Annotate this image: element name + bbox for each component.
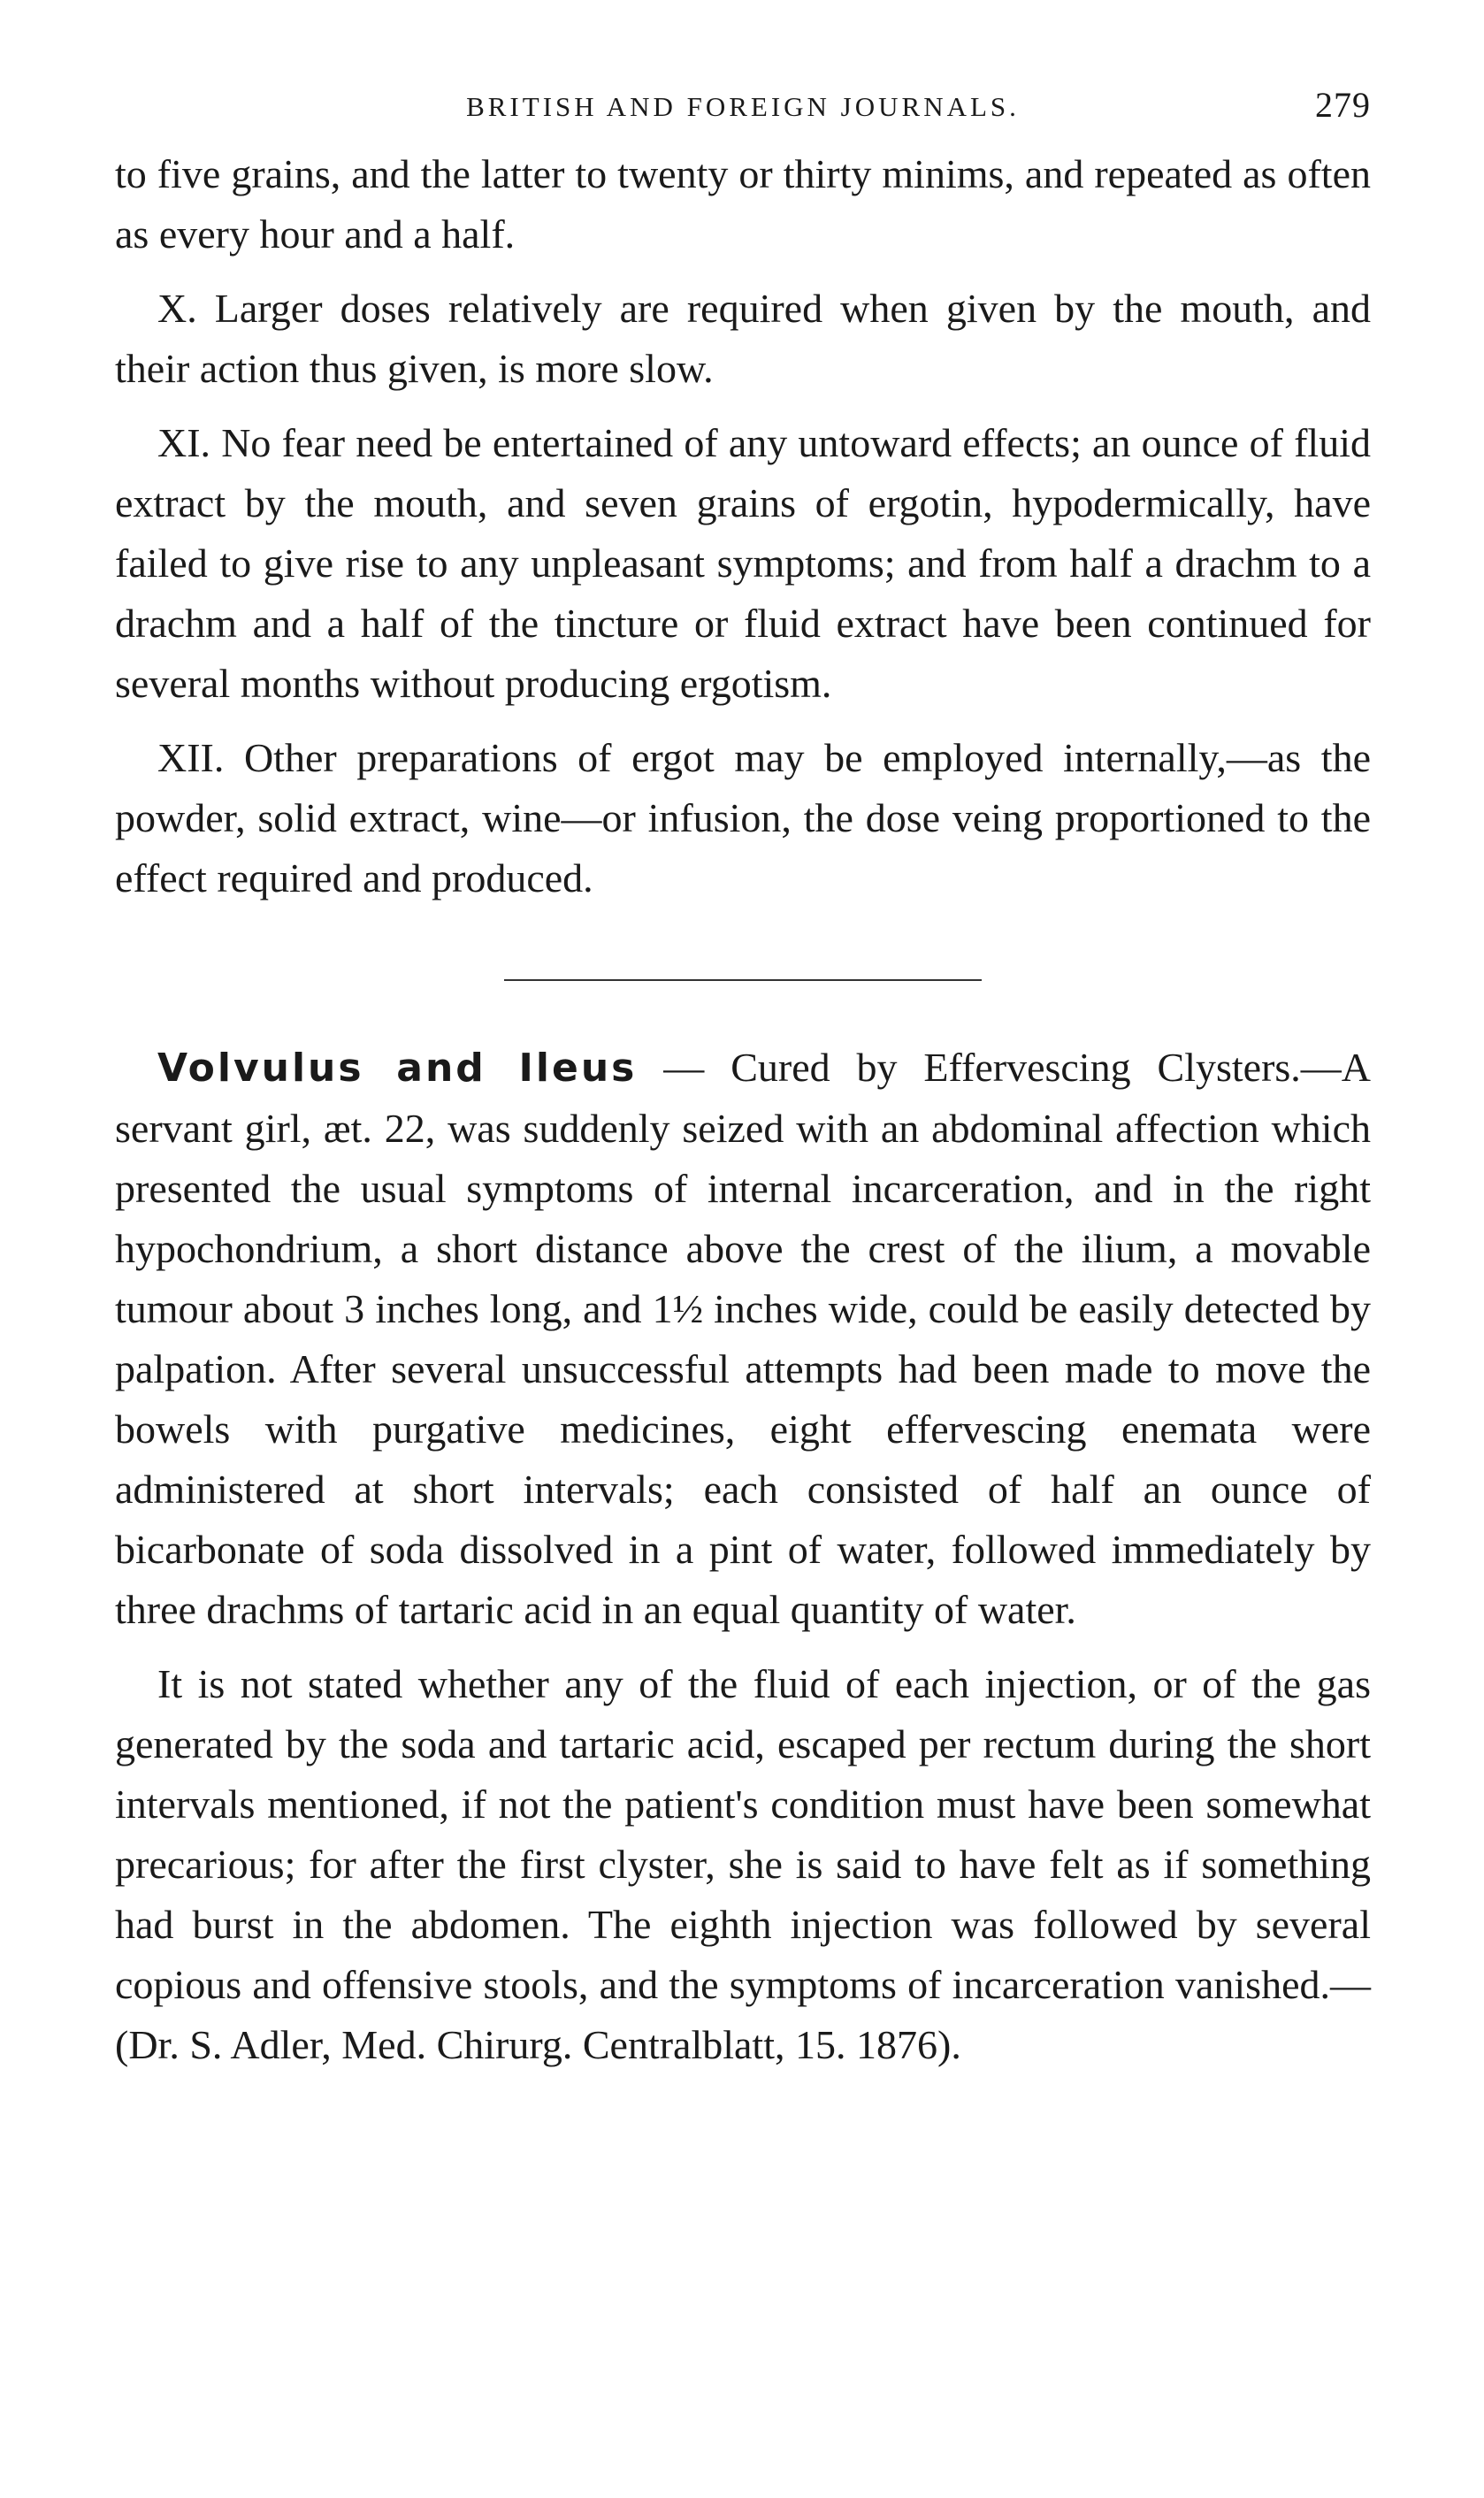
page-number: 279	[1315, 85, 1371, 125]
paragraph-xi: XI. No fear need be entertained of any untoward effects; an ounce of fluid extract by the mouth, and seven grains of ergotin, hypodermically, have failed to give rise to any unpleasant symptoms; and from half a drachm to a drachm and a half of the tincture or fluid extract have been continued for several months without producing ergotism.	[115, 420, 1371, 706]
article-heading: Volvulus and Ileus	[157, 1046, 638, 1091]
article-body-1: — Cured by Effervescing Clysters.—A servant girl, æt. 22, was suddenly seized with an abdominal affection which presented the usual symptoms of internal incarceration, and in the right hypochondrium, a short distance above the crest of the ilium, a movable tumour about 3 inches long, and 1½ inches wide, could be easily detected by palpation. After several unsuccessful attempts had been made to move the bowels with purgative medicines, eight effervescing enemata were administered at short intervals; each consisted of half an ounce of bicarbonate of soda dissolved in a pint of water, followed immediately by three drachms of tartaric acid in an equal quantity of water.	[115, 1045, 1372, 1632]
section-divider	[504, 979, 982, 981]
paragraph-xii: XII. Other preparations of ergot may be employed internally,—as the powder, solid extract, wine—or infusion, the dose veing proportioned to the effect required and produced.	[115, 735, 1371, 900]
journal-page	[115, 84, 1371, 2075]
continued-paragraph: to five grains, and the latter to twenty or thirty minims, and repeated as often as every hour and a half.	[115, 151, 1371, 257]
article-paragraph-1	[115, 1038, 1371, 1640]
running-head	[115, 84, 1371, 137]
article-paragraph-2: It is not stated whether any of the fluid of each injection, or of the gas generated by the soda and tartaric acid, escaped per rectum during the short intervals mentioned, if not the patient's condition must have been somewhat precarious; for after the first clyster, she is said to have felt as if something had burst in the abdomen. The eighth injection was followed by several copious and offensive stools, and the symptoms of incarceration vanished.—(Dr. S. Adler, Med. Chirurg. Centralblatt, 15. 1876).	[115, 1661, 1371, 2067]
journal-title: BRITISH AND FOREIGN JOURNALS.	[466, 91, 1020, 122]
paragraph-x: X. Larger doses relatively are required when given by the mouth, and their action thus given, is more slow.	[115, 286, 1371, 391]
